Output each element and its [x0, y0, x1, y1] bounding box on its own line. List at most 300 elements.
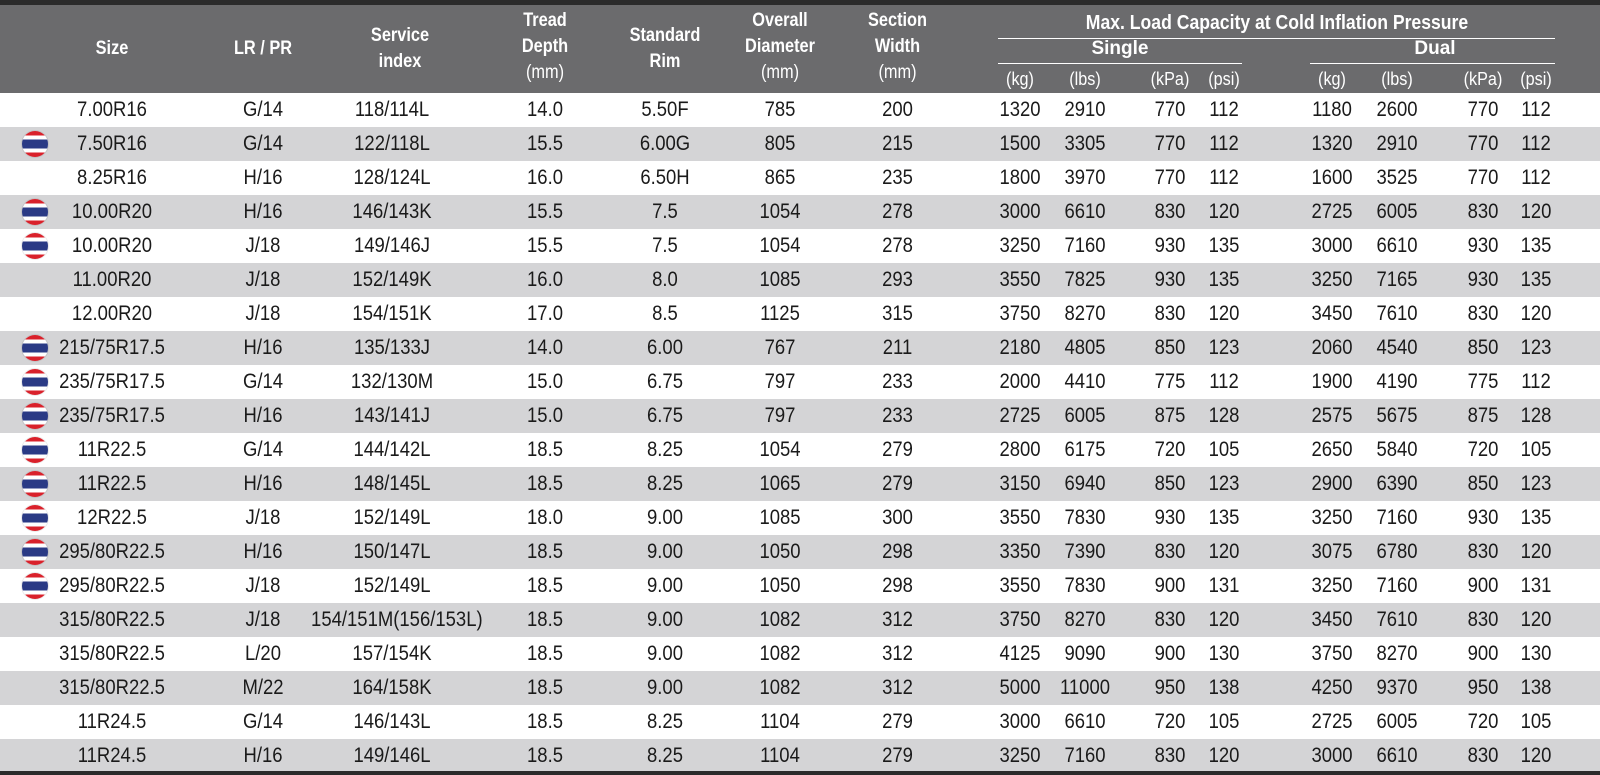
cell-single-lbs: 7390 — [1064, 540, 1106, 563]
cell-section-width: 279 — [882, 472, 913, 495]
cell-dual-psi: 112 — [1521, 166, 1551, 189]
cell-dual-kg: 2725 — [1311, 200, 1353, 223]
cell-section-width: 211 — [882, 336, 913, 359]
cell-dual-kpa: 930 — [1467, 268, 1499, 291]
cell-dual-psi: 120 — [1520, 540, 1552, 563]
cell-service-index: 152/149K — [352, 268, 432, 291]
cell-tread-depth: 18.5 — [527, 744, 563, 767]
cell-lr-pr: J/18 — [245, 506, 281, 529]
cell-dual-lbs: 6390 — [1376, 472, 1418, 495]
table-row — [0, 603, 1600, 637]
header-dual-line — [1310, 63, 1555, 64]
cell-tread-depth: 18.5 — [527, 574, 563, 597]
cell-service-index: 149/146J — [353, 234, 431, 257]
table-row — [0, 127, 1600, 161]
thailand-flag-icon — [22, 539, 48, 565]
header-tread-depth — [498, 8, 593, 86]
cell-single-kg: 3550 — [999, 268, 1041, 291]
cell-single-kpa: 850 — [1154, 336, 1186, 359]
cell-dual-kg: 3075 — [1311, 540, 1353, 563]
cell-tread-depth: 18.5 — [527, 540, 563, 563]
table-row — [0, 195, 1600, 229]
cell-size: 11R22.5 — [77, 472, 147, 495]
cell-overall-diameter: 1054 — [759, 234, 801, 257]
cell-dual-kg: 2725 — [1311, 710, 1353, 733]
header-tread-depth-unit: (mm) — [525, 62, 565, 83]
cell-single-lbs: 6005 — [1064, 404, 1106, 427]
header-service-index-line1: Service — [370, 25, 430, 46]
cell-tread-depth: 14.0 — [527, 98, 563, 121]
cell-dual-kg: 3250 — [1311, 506, 1353, 529]
cell-overall-diameter: 1085 — [759, 506, 801, 529]
cell-single-kpa: 850 — [1154, 472, 1186, 495]
table-row — [0, 331, 1600, 365]
header-standard-rim — [618, 23, 713, 75]
header-section-width-unit: (mm) — [878, 62, 917, 83]
cell-dual-kpa: 850 — [1467, 336, 1499, 359]
cell-overall-diameter: 785 — [764, 98, 796, 121]
cell-dual-kpa: 930 — [1467, 506, 1499, 529]
cell-dual-kg: 3000 — [1311, 234, 1353, 257]
cell-single-psi: 135 — [1208, 506, 1240, 529]
cell-overall-diameter: 1082 — [759, 642, 801, 665]
cell-single-kg: 3250 — [999, 744, 1041, 767]
cell-lr-pr: G/14 — [242, 710, 284, 733]
header-dual-kg: (kg) — [1318, 69, 1346, 89]
table-header — [0, 5, 1600, 93]
cell-single-kpa: 875 — [1154, 404, 1186, 427]
cell-dual-lbs: 6005 — [1376, 200, 1418, 223]
cell-single-lbs: 7160 — [1064, 234, 1106, 257]
cell-single-psi: 123 — [1208, 472, 1240, 495]
cell-lr-pr: H/16 — [243, 404, 283, 427]
thailand-flag-icon — [22, 233, 48, 259]
cell-service-index: 157/154K — [352, 642, 432, 665]
cell-standard-rim: 9.00 — [647, 608, 683, 631]
cell-single-kg: 3350 — [999, 540, 1041, 563]
cell-dual-kpa: 930 — [1467, 234, 1499, 257]
cell-single-lbs: 6610 — [1064, 200, 1106, 223]
cell-standard-rim: 8.0 — [652, 268, 678, 291]
cell-section-width: 315 — [882, 302, 913, 325]
table-row — [0, 93, 1600, 127]
cell-section-width: 233 — [882, 404, 913, 427]
cell-overall-diameter: 1104 — [760, 744, 800, 767]
cell-dual-kpa: 830 — [1467, 608, 1499, 631]
cell-dual-lbs: 7165 — [1376, 268, 1418, 291]
cell-standard-rim: 6.00G — [639, 132, 691, 155]
cell-section-width: 279 — [882, 744, 913, 767]
cell-single-kpa: 775 — [1154, 370, 1186, 393]
cell-lr-pr: H/16 — [243, 336, 283, 359]
header-overall-diameter-line1: Overall — [752, 10, 808, 31]
cell-lr-pr: J/18 — [245, 268, 281, 291]
thailand-flag-icon — [22, 505, 48, 531]
cell-overall-diameter: 1054 — [759, 200, 801, 223]
thailand-flag-icon — [22, 199, 48, 225]
cell-service-index: 146/143L — [353, 710, 431, 733]
header-single: Single — [1091, 38, 1149, 59]
header-single-psi: (psi) — [1208, 69, 1240, 89]
table-row — [0, 433, 1600, 467]
cell-single-psi: 120 — [1208, 200, 1240, 223]
cell-overall-diameter: 1104 — [760, 710, 800, 733]
header-single-lbs: (lbs) — [1069, 69, 1101, 89]
cell-single-kg: 4125 — [999, 642, 1041, 665]
cell-overall-diameter: 1065 — [759, 472, 801, 495]
cell-section-width: 312 — [882, 642, 913, 665]
cell-size: 295/80R22.5 — [59, 574, 165, 597]
thailand-flag-icon — [22, 573, 48, 599]
cell-dual-psi: 128 — [1520, 404, 1552, 427]
cell-single-lbs: 7160 — [1064, 744, 1106, 767]
cell-service-index: 122/118L — [354, 132, 430, 155]
cell-size: 315/80R22.5 — [59, 642, 165, 665]
cell-lr-pr: J/18 — [245, 574, 281, 597]
cell-dual-psi: 120 — [1520, 608, 1552, 631]
cell-dual-lbs: 9370 — [1376, 676, 1418, 699]
table-body — [0, 93, 1600, 773]
header-service-index-line2: index — [378, 51, 422, 72]
header-single-line — [998, 63, 1242, 64]
cell-single-kg: 3000 — [999, 710, 1041, 733]
cell-dual-psi: 131 — [1520, 574, 1552, 597]
cell-single-kg: 3000 — [999, 200, 1041, 223]
header-overall-diameter — [724, 8, 836, 86]
cell-dual-lbs: 7610 — [1376, 608, 1418, 631]
header-tread-depth-line2: Depth — [521, 36, 569, 57]
thailand-flag-icon — [22, 335, 48, 361]
cell-single-kpa: 930 — [1154, 506, 1186, 529]
cell-dual-lbs: 8270 — [1376, 642, 1418, 665]
cell-dual-kg: 2650 — [1311, 438, 1353, 461]
cell-dual-psi: 123 — [1520, 336, 1552, 359]
cell-dual-lbs: 5840 — [1376, 438, 1418, 461]
table-row — [0, 739, 1600, 773]
cell-dual-lbs: 7610 — [1376, 302, 1418, 325]
header-lr-pr: LR / PR — [233, 38, 293, 59]
cell-dual-lbs: 4190 — [1376, 370, 1418, 393]
cell-size: 11R22.5 — [77, 438, 147, 461]
cell-lr-pr: M/22 — [242, 676, 284, 699]
cell-single-kpa: 770 — [1154, 132, 1186, 155]
cell-dual-kg: 2575 — [1311, 404, 1353, 427]
cell-single-kpa: 930 — [1154, 234, 1186, 257]
header-single-kg: (kg) — [1006, 69, 1034, 89]
cell-single-psi: 130 — [1208, 642, 1240, 665]
header-section-width-line1: Section — [867, 10, 928, 31]
cell-dual-psi: 135 — [1520, 234, 1552, 257]
cell-overall-diameter: 805 — [764, 132, 796, 155]
cell-dual-kpa: 720 — [1467, 438, 1499, 461]
cell-single-kpa: 830 — [1154, 540, 1186, 563]
cell-single-lbs: 7830 — [1064, 574, 1106, 597]
cell-single-lbs: 4805 — [1064, 336, 1106, 359]
cell-section-width: 279 — [882, 710, 913, 733]
cell-lr-pr: G/14 — [242, 438, 284, 461]
cell-dual-psi: 135 — [1520, 268, 1552, 291]
header-overall-diameter-line2: Diameter — [745, 36, 815, 57]
cell-service-index: 149/146L — [353, 744, 431, 767]
cell-single-kg: 1800 — [999, 166, 1041, 189]
cell-size: 11R24.5 — [77, 710, 147, 733]
cell-service-index: 144/142L — [353, 438, 431, 461]
cell-section-width: 233 — [882, 370, 913, 393]
cell-size: 235/75R17.5 — [59, 370, 165, 393]
cell-section-width: 293 — [882, 268, 913, 291]
cell-service-index: 135/133J — [353, 336, 431, 359]
cell-size: 8.25R16 — [77, 166, 147, 189]
cell-standard-rim: 8.25 — [647, 438, 683, 461]
cell-dual-psi: 112 — [1521, 98, 1551, 121]
cell-single-kg: 2180 — [999, 336, 1041, 359]
cell-tread-depth: 16.0 — [527, 268, 563, 291]
cell-dual-kg: 1180 — [1312, 98, 1352, 121]
cell-single-lbs: 7825 — [1064, 268, 1106, 291]
cell-dual-lbs: 3525 — [1376, 166, 1418, 189]
cell-single-lbs: 2910 — [1064, 98, 1106, 121]
cell-tread-depth: 15.0 — [527, 404, 563, 427]
cell-dual-psi: 112 — [1521, 370, 1551, 393]
cell-dual-kpa: 950 — [1467, 676, 1499, 699]
thailand-flag-icon — [22, 403, 48, 429]
cell-standard-rim: 7.5 — [652, 200, 678, 223]
cell-service-index: 128/124L — [353, 166, 431, 189]
cell-single-psi: 131 — [1208, 574, 1240, 597]
cell-single-kg: 3250 — [999, 234, 1041, 257]
cell-single-kpa: 770 — [1154, 98, 1186, 121]
cell-single-kg: 3750 — [999, 302, 1041, 325]
table-row — [0, 501, 1600, 535]
cell-lr-pr: G/14 — [242, 370, 284, 393]
cell-dual-psi: 123 — [1520, 472, 1552, 495]
cell-single-psi: 135 — [1208, 234, 1240, 257]
cell-section-width: 278 — [882, 200, 913, 223]
cell-dual-kpa: 900 — [1467, 574, 1499, 597]
cell-single-psi: 105 — [1208, 710, 1240, 733]
cell-standard-rim: 8.5 — [652, 302, 678, 325]
bottom-border — [0, 771, 1600, 775]
cell-dual-kpa: 770 — [1467, 166, 1499, 189]
cell-overall-diameter: 1050 — [759, 540, 801, 563]
cell-standard-rim: 9.00 — [647, 676, 683, 699]
cell-overall-diameter: 1082 — [759, 608, 801, 631]
cell-standard-rim: 6.50H — [640, 166, 690, 189]
cell-overall-diameter: 1082 — [759, 676, 801, 699]
cell-overall-diameter: 1085 — [759, 268, 801, 291]
cell-dual-kpa: 830 — [1467, 744, 1499, 767]
cell-service-index: 154/151K — [352, 302, 432, 325]
header-overall-diameter-unit: (mm) — [760, 62, 800, 83]
cell-single-lbs: 9090 — [1064, 642, 1106, 665]
cell-section-width: 298 — [882, 540, 913, 563]
cell-single-lbs: 8270 — [1064, 608, 1106, 631]
cell-dual-kg: 1900 — [1311, 370, 1353, 393]
cell-section-width: 279 — [882, 438, 913, 461]
cell-single-kg: 2800 — [999, 438, 1041, 461]
cell-single-psi: 112 — [1209, 166, 1239, 189]
cell-single-lbs: 6940 — [1064, 472, 1106, 495]
cell-dual-kpa: 775 — [1467, 370, 1499, 393]
cell-standard-rim: 8.25 — [647, 472, 683, 495]
cell-dual-psi: 120 — [1520, 302, 1552, 325]
cell-size: 10.00R20 — [71, 200, 153, 223]
cell-size: 11R24.5 — [77, 744, 147, 767]
cell-overall-diameter: 797 — [764, 404, 796, 427]
cell-single-psi: 112 — [1209, 370, 1239, 393]
cell-single-psi: 120 — [1208, 540, 1240, 563]
cell-dual-kg: 1320 — [1311, 132, 1353, 155]
cell-dual-kg: 2060 — [1311, 336, 1353, 359]
cell-size: 7.50R16 — [77, 132, 147, 155]
cell-dual-kpa: 830 — [1467, 200, 1499, 223]
thailand-flag-icon — [22, 471, 48, 497]
cell-service-index: 146/143K — [352, 200, 432, 223]
cell-lr-pr: H/16 — [243, 744, 283, 767]
cell-section-width: 300 — [882, 506, 913, 529]
cell-single-kpa: 830 — [1154, 302, 1186, 325]
cell-section-width: 312 — [882, 676, 913, 699]
table-row — [0, 671, 1600, 705]
cell-dual-lbs: 2600 — [1376, 98, 1418, 121]
cell-dual-lbs: 5675 — [1376, 404, 1418, 427]
cell-section-width: 312 — [882, 608, 913, 631]
cell-single-lbs: 3305 — [1064, 132, 1106, 155]
cell-single-kg: 2000 — [999, 370, 1041, 393]
cell-dual-psi: 105 — [1520, 438, 1552, 461]
cell-dual-psi: 138 — [1520, 676, 1552, 699]
cell-single-kpa: 770 — [1154, 166, 1186, 189]
cell-standard-rim: 9.00 — [647, 574, 683, 597]
cell-dual-kpa: 900 — [1467, 642, 1499, 665]
cell-single-kg: 3550 — [999, 574, 1041, 597]
cell-tread-depth: 17.0 — [527, 302, 563, 325]
cell-section-width: 235 — [882, 166, 913, 189]
cell-lr-pr: G/14 — [242, 132, 284, 155]
cell-dual-lbs: 6005 — [1376, 710, 1418, 733]
table-row — [0, 365, 1600, 399]
cell-service-index: 118/114L — [354, 98, 430, 121]
cell-tread-depth: 18.5 — [527, 608, 563, 631]
cell-section-width: 215 — [882, 132, 913, 155]
cell-dual-kpa: 720 — [1467, 710, 1499, 733]
cell-single-kg: 1320 — [999, 98, 1041, 121]
cell-single-lbs: 8270 — [1064, 302, 1106, 325]
cell-section-width: 200 — [882, 98, 913, 121]
cell-tread-depth: 15.0 — [527, 370, 563, 393]
cell-overall-diameter: 1125 — [760, 302, 800, 325]
cell-size: 12.00R20 — [71, 302, 153, 325]
cell-service-index: 152/149L — [353, 574, 431, 597]
cell-lr-pr: J/18 — [245, 608, 281, 631]
cell-dual-kpa: 830 — [1467, 540, 1499, 563]
cell-overall-diameter: 767 — [764, 336, 796, 359]
cell-dual-lbs: 6610 — [1376, 744, 1418, 767]
cell-dual-kpa: 875 — [1467, 404, 1499, 427]
cell-dual-lbs: 4540 — [1376, 336, 1418, 359]
cell-single-kpa: 930 — [1154, 268, 1186, 291]
cell-single-psi: 128 — [1208, 404, 1240, 427]
cell-lr-pr: H/16 — [243, 472, 283, 495]
cell-standard-rim: 9.00 — [647, 642, 683, 665]
cell-standard-rim: 6.75 — [647, 370, 683, 393]
cell-service-index: 143/141J — [353, 404, 431, 427]
cell-lr-pr: H/16 — [243, 166, 283, 189]
header-section-width-line2: Width — [874, 36, 921, 57]
cell-single-lbs: 11000 — [1059, 676, 1111, 699]
thailand-flag-icon — [22, 131, 48, 157]
header-standard-rim-line2: Rim — [649, 51, 681, 72]
cell-service-index: 132/130M — [350, 370, 434, 393]
cell-single-lbs: 3970 — [1064, 166, 1106, 189]
header-service-index — [331, 23, 469, 75]
cell-single-psi: 112 — [1209, 132, 1239, 155]
cell-single-kpa: 900 — [1154, 574, 1186, 597]
cell-tread-depth: 18.5 — [527, 676, 563, 699]
table-row — [0, 535, 1600, 569]
cell-lr-pr: L/20 — [245, 642, 281, 665]
cell-single-kpa: 720 — [1154, 710, 1186, 733]
header-dual-psi: (psi) — [1520, 69, 1552, 89]
cell-dual-kpa: 850 — [1467, 472, 1499, 495]
cell-dual-lbs: 2910 — [1376, 132, 1418, 155]
cell-single-psi: 105 — [1208, 438, 1240, 461]
header-dual: Dual — [1414, 38, 1456, 59]
cell-service-index: 150/147L — [353, 540, 431, 563]
cell-section-width: 298 — [882, 574, 913, 597]
cell-size: 11.00R20 — [72, 268, 152, 291]
cell-overall-diameter: 1050 — [759, 574, 801, 597]
cell-dual-kg: 3750 — [1311, 642, 1353, 665]
cell-dual-kg: 3450 — [1311, 302, 1353, 325]
cell-tread-depth: 14.0 — [527, 336, 563, 359]
cell-dual-kpa: 770 — [1467, 132, 1499, 155]
cell-standard-rim: 8.25 — [647, 710, 683, 733]
header-tread-depth-line1: Tread — [523, 10, 567, 31]
cell-dual-psi: 112 — [1521, 132, 1551, 155]
cell-single-kg: 3750 — [999, 608, 1041, 631]
header-dual-kpa: (kPa) — [1463, 69, 1503, 89]
cell-size: 10.00R20 — [71, 234, 153, 257]
cell-tread-depth: 18.5 — [527, 438, 563, 461]
cell-standard-rim: 9.00 — [647, 506, 683, 529]
cell-single-kpa: 830 — [1154, 200, 1186, 223]
cell-single-lbs: 6610 — [1064, 710, 1106, 733]
table-row — [0, 161, 1600, 195]
cell-dual-lbs: 6610 — [1376, 234, 1418, 257]
cell-single-psi: 112 — [1209, 98, 1239, 121]
cell-single-kpa: 720 — [1154, 438, 1186, 461]
table-row — [0, 467, 1600, 501]
cell-single-lbs: 4410 — [1064, 370, 1106, 393]
cell-size: 315/80R22.5 — [59, 676, 165, 699]
cell-dual-lbs: 7160 — [1376, 574, 1418, 597]
cell-service-index: 154/151M(156/153L) — [311, 608, 483, 631]
cell-overall-diameter: 865 — [764, 166, 796, 189]
cell-lr-pr: J/18 — [245, 234, 281, 257]
cell-single-lbs: 7830 — [1064, 506, 1106, 529]
cell-dual-kg: 3250 — [1311, 574, 1353, 597]
cell-dual-kpa: 830 — [1467, 302, 1499, 325]
cell-single-psi: 120 — [1208, 608, 1240, 631]
cell-tread-depth: 18.5 — [527, 472, 563, 495]
cell-single-psi: 120 — [1208, 302, 1240, 325]
cell-size: 7.00R16 — [77, 98, 147, 121]
cell-size: 295/80R22.5 — [59, 540, 165, 563]
cell-lr-pr: J/18 — [245, 302, 281, 325]
header-size: Size — [95, 38, 129, 59]
cell-single-kpa: 830 — [1154, 608, 1186, 631]
